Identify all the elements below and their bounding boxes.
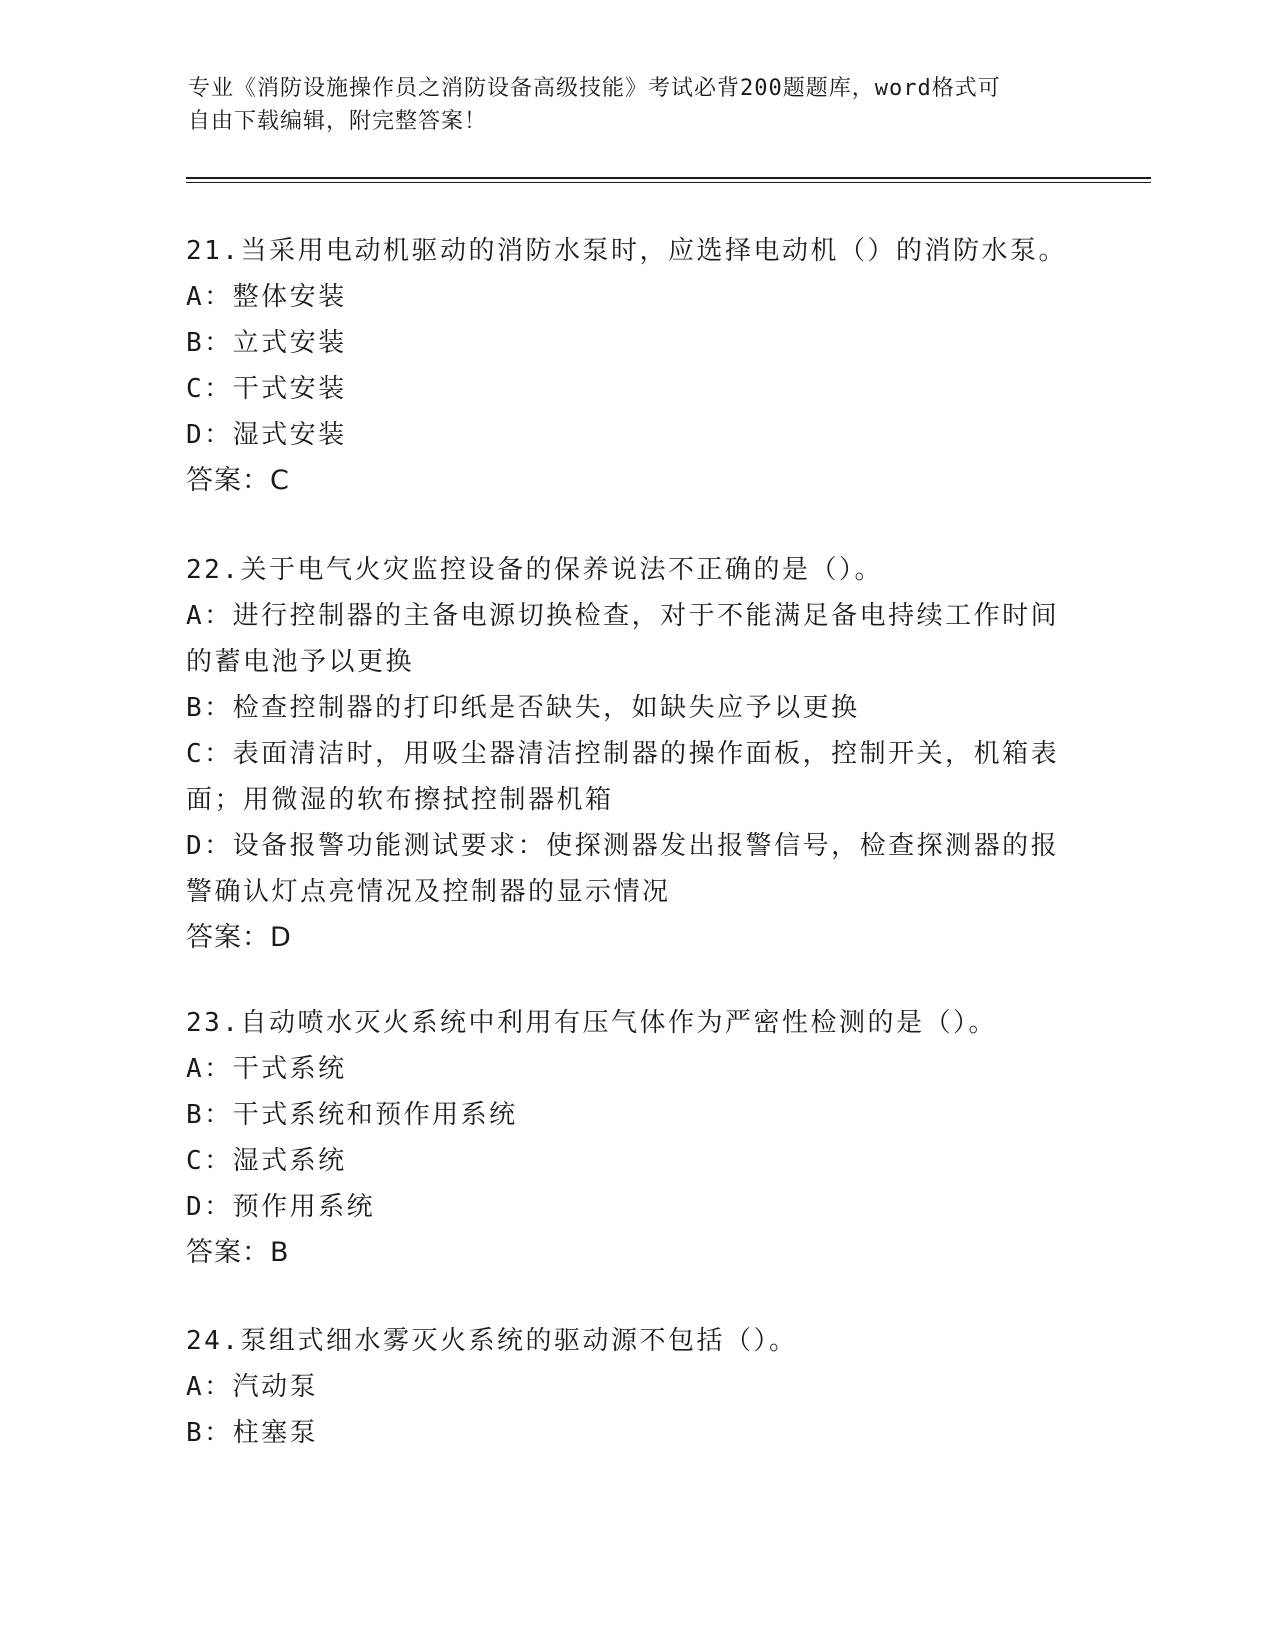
header-divider-thin [186,182,1151,183]
header-title-line-2: 自由下载编辑，附完整答案！ [188,109,488,134]
question-24 [186,1318,1086,1456]
question-stem: 24.泵组式细水雾灭火系统的驱动源不包括（）。 [186,1326,798,1356]
answer-label: 答案：C [186,465,290,496]
option-a: A：汽动泵 [186,1372,319,1402]
option-d-continued: 警确认灯点亮情况及控制器的显示情况 [186,877,671,907]
question-23 [186,1000,1086,1276]
question-stem: 23.自动喷水灭火系统中利用有压气体作为严密性检测的是（）。 [186,1008,997,1038]
option-b: B：检查控制器的打印纸是否缺失，如缺失应予以更换 [186,693,860,723]
option-c: C：湿式系统 [186,1146,347,1176]
option-b: B：柱塞泵 [186,1418,319,1448]
option-a-continued: 的蓄电池予以更换 [186,647,415,677]
option-d: D：湿式安装 [186,420,347,450]
header-title-line-1: 专业《消防设施操作员之消防设备高级技能》考试必背200题题库，word格式可 [188,76,1001,101]
question-22 [186,547,1086,961]
option-c-continued: 面；用微湿的软布擦拭控制器机箱 [186,785,614,815]
option-d: D：预作用系统 [186,1192,376,1222]
option-a: A：进行控制器的主备电源切换检查，对于不能满足备电持续工作时间 [186,601,1060,631]
question-21 [186,228,1086,504]
answer-label: 答案：D [186,922,292,953]
option-c: C：表面清洁时，用吸尘器清洁控制器的操作面板，控制开关，机箱表 [186,739,1060,769]
header-divider-thick [186,177,1151,179]
option-a: A：干式系统 [186,1054,347,1084]
option-d: D：设备报警功能测试要求：使探测器发出报警信号，检查探测器的报 [186,831,1060,861]
option-b: B：立式安装 [186,328,347,358]
document-header [188,72,1088,138]
option-b: B：干式系统和预作用系统 [186,1100,518,1130]
question-stem: 22.关于电气火灾监控设备的保养说法不正确的是（）。 [186,555,883,585]
answer-label: 答案：B [186,1237,290,1268]
option-c: C：干式安装 [186,374,347,404]
option-a: A：整体安装 [186,282,347,312]
question-stem: 21.当采用电动机驱动的消防水泵时，应选择电动机（）的消防水泵。 [186,236,1067,266]
